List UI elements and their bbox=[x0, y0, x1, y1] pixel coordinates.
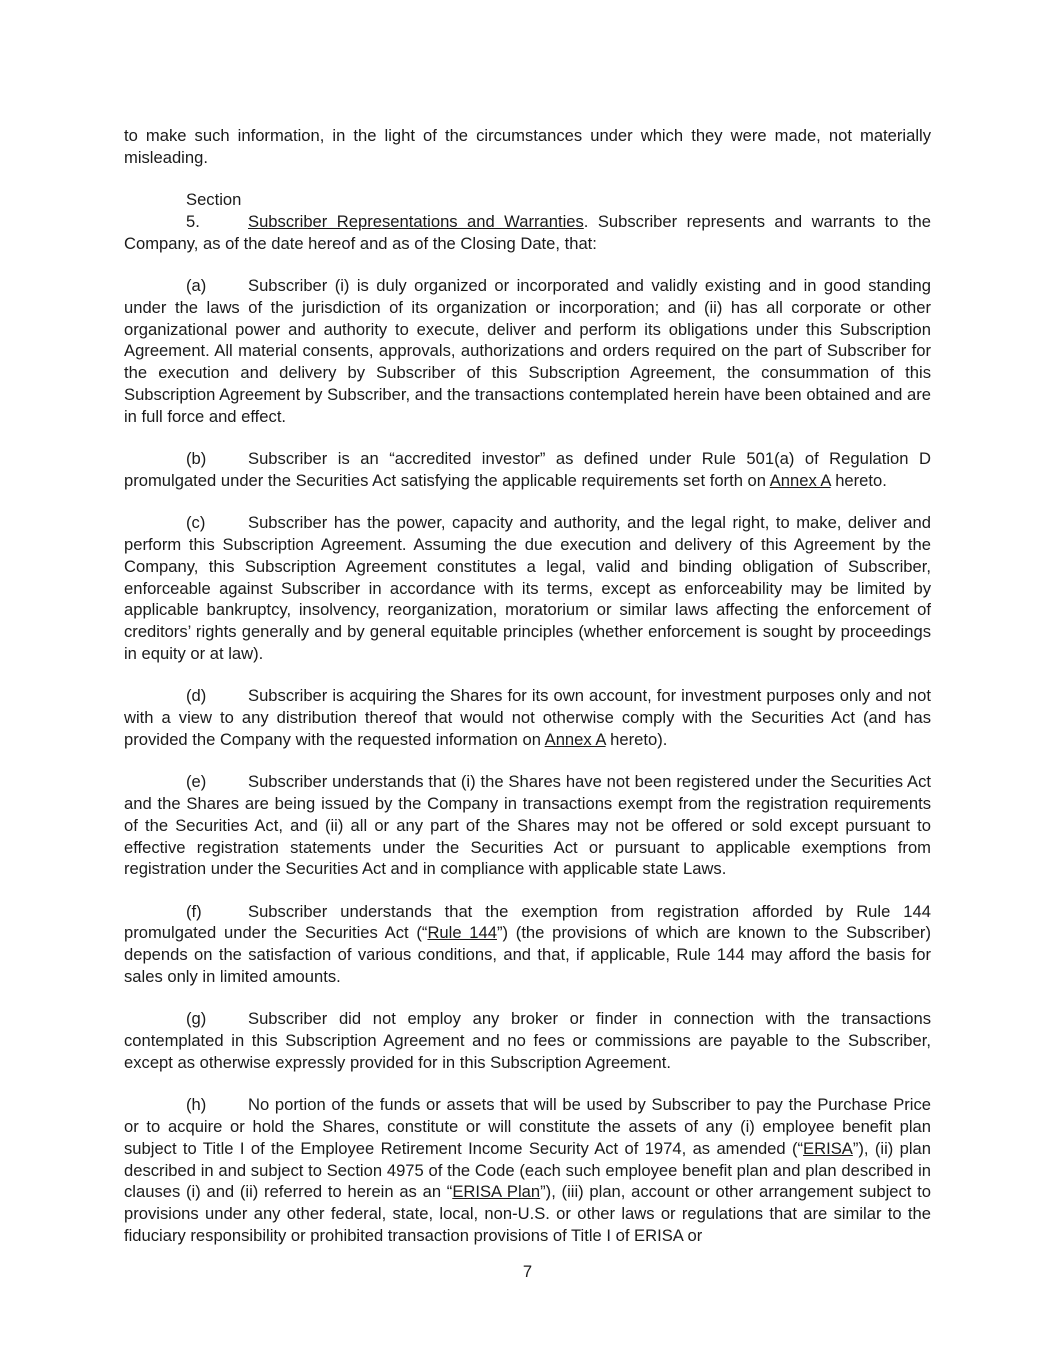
clause-label: (g) bbox=[186, 1009, 207, 1029]
section-number: Section 5. bbox=[186, 190, 242, 231]
clause-text: Subscriber is acquiring the Shares for its own account, for investment purposes only and not with a view to any distribution thereof that would not otherwise comply with the Securities Act (and has provided the Company with the requested information on bbox=[124, 686, 931, 749]
clause-f bbox=[124, 901, 931, 988]
document-body bbox=[124, 125, 931, 1267]
clause-text: Subscriber understands that the exemption from registration afforded by Rule 144 promulgated under the Securities Act (“ bbox=[124, 901, 931, 943]
rule-144-defined-term: Rule 144 bbox=[427, 923, 497, 943]
clause-text-middle: ”), (ii) plan described in and subject to Section 4975 of the Code (each such employee benefit plan and plan described in clauses (i) and (ii) referred to herein as an “ bbox=[124, 1138, 931, 1202]
clause-label: (d) bbox=[186, 686, 207, 706]
clause-label: (e) bbox=[186, 772, 207, 792]
clause-text: Subscriber did not employ any broker or finder in connection with the transactions contemplated in this Subscription Agreement and no fees or commissions are payable to the Subscriber, except as otherwise expressly provided for in this Subscription Agreement. bbox=[124, 1009, 931, 1072]
section-intro: . Subscriber represents and warrants to the Company, as of the date hereof and as of the Closing Date, that: bbox=[124, 211, 931, 253]
clause-label: (a) bbox=[186, 275, 207, 295]
continuation-paragraph: to make such information, in the light of the circumstances under which they were made, not materially misleading. bbox=[124, 126, 931, 167]
erisa-defined-term: ERISA bbox=[803, 1138, 853, 1158]
clause-text: Subscriber has the power, capacity and authority, and the legal right, to make, deliver and perform this Subscription Agreement. Assuming the due execution and delivery of this Agreement by the Company, this Subscription Agreement constitutes a legal, valid and binding obligation of Subscriber, enforceable against Subscriber in accordance with its terms, except as enforceability may be limited by applicable bankruptcy, insolvency, reorganization, moratorium or similar laws affecting the enforcement of creditors’ rights generally and by general equitable principles (whether enforcement is sought by proceedings in equity or at law). bbox=[124, 513, 931, 663]
section-5-paragraph bbox=[124, 189, 931, 254]
clause-h bbox=[124, 1094, 931, 1247]
clause-label: (b) bbox=[186, 449, 207, 469]
page-number: 7 bbox=[522, 1262, 533, 1281]
clause-text: Subscriber understands that (i) the Shares have not been registered under the Securities Act and the Shares are being issued by the Company in transactions exempt from the registration requirements of the Securities Act, and (ii) all or any part of the Shares may not be offered or sold except pursuant to effective registration statements under the Securities Act or pursuant to applicable exemptions from registration under the Securities Act and in compliance with applicable state Laws. bbox=[124, 772, 931, 879]
clause-label: (h) bbox=[186, 1095, 207, 1115]
clause-label: (c) bbox=[186, 513, 206, 533]
clause-e bbox=[124, 771, 931, 880]
section-heading: Subscriber Representations and Warranties bbox=[248, 211, 584, 231]
clause-text: Subscriber is an “accredited investor” as defined under Rule 501(a) of Regulation D promulgated under the Securities Act satisfying the applicable requirements set forth on bbox=[124, 449, 931, 490]
clause-c bbox=[124, 512, 931, 665]
clause-text-end: ”), (iii) plan, account or other arrangement subject to provisions under any other federal, state, local, non-U.S. or other laws or regulations that are similar to the fiduciary responsibility or prohibited transaction provisions of Title I of ERISA or bbox=[124, 1182, 931, 1245]
clause-text-end: hereto. bbox=[830, 470, 887, 490]
clause-label: (f) bbox=[186, 901, 202, 921]
clause-b bbox=[124, 448, 931, 492]
clause-text: Subscriber (i) is duly organized or incorporated and validly existing and in good standing under the laws of the jurisdiction of its organization or incorporation; and (ii) has all corporate or other organizational power and authority to execute, deliver and perform its obligations under this Subscription Agreement. All material consents, approvals, authorizations and orders required on the part of Subscriber for the execution and delivery by Subscriber of this Subscription Agreement, the consummation of this Subscription Agreement by Subscriber, and the transactions contemplated herein have been obtained and are in full force and effect. bbox=[124, 275, 931, 426]
clause-g bbox=[124, 1008, 931, 1073]
clause-a bbox=[124, 275, 931, 428]
erisa-plan-defined-term: ERISA Plan bbox=[452, 1182, 541, 1202]
clause-text: No portion of the funds or assets that will be used by Subscriber to pay the Purchase Price or to acquire or hold the Shares, constitute or will constitute the assets of any (i) employee benefit plan subject to Title I of the Employee Retirement Income Security Act of 1974, as amended (“ bbox=[124, 1095, 931, 1158]
clause-d bbox=[124, 685, 931, 750]
annex-a-reference: Annex A bbox=[769, 470, 831, 490]
clause-text-end: ”) (the provisions of which are known to the Subscriber) depends on the satisfaction of various conditions, and that, if applicable, Rule 144 may afford the basis for sales only in limited amounts. bbox=[124, 923, 931, 986]
annex-a-reference: Annex A bbox=[544, 729, 606, 749]
clause-text-end: hereto). bbox=[605, 729, 668, 749]
